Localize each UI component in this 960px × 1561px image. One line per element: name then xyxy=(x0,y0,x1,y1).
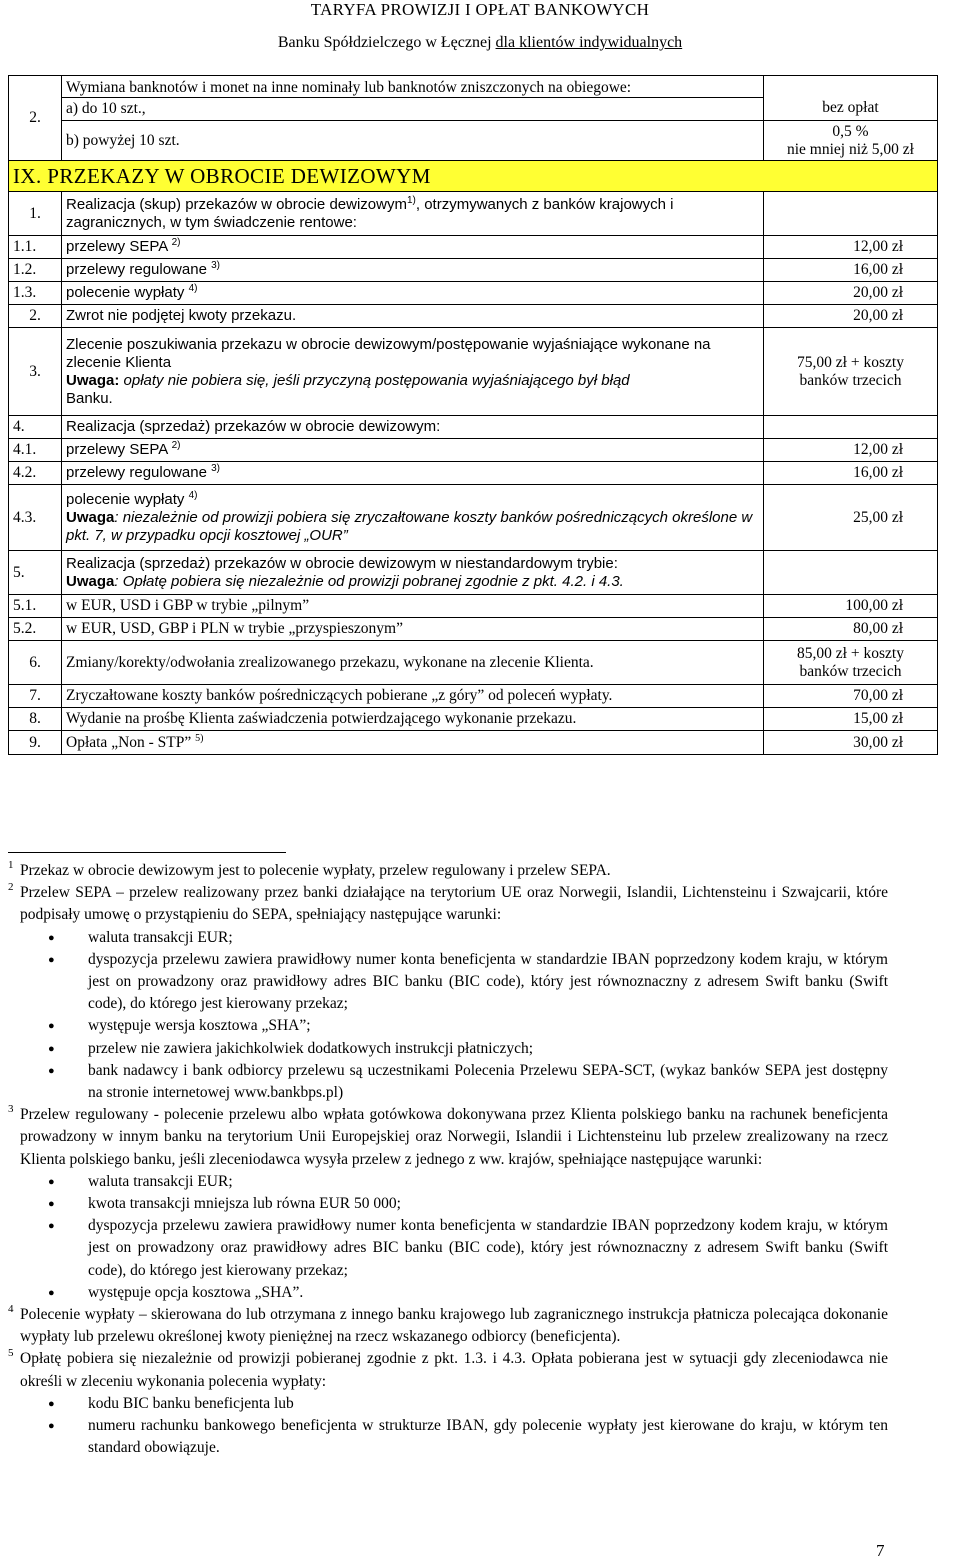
list-item: ● dyspozycja przelewu zawiera prawidłowy numer konta beneficjenta w standardzie IBAN poprzedzony kodem kraju, w którym jest on prowadzony oraz prawidłowy adres BIC banku (BIC code), który jest równoznaczny z adresem Swift banku (Swift code), do którego jest kierowany przekaz; xyxy=(88,949,888,1016)
note-text: Banku. xyxy=(66,389,113,407)
fee-amount: banków trzecich xyxy=(799,662,902,680)
row-fee: 20,00 zł xyxy=(764,282,938,305)
row-fee: 30,00 zł xyxy=(764,731,938,755)
list-item: ● występuje opcja kosztowa „SHA”. xyxy=(88,1282,888,1304)
row-description xyxy=(62,192,764,236)
row-description xyxy=(62,551,764,595)
list-item: ● występuje wersja kosztowa „SHA”; xyxy=(88,1015,888,1037)
row-fee xyxy=(764,328,938,416)
row-description: Zmiany/korekty/odwołania zrealizowanego przekazu, wykonane na zlecenie Klienta. xyxy=(62,641,764,685)
subtitle-clients: dla klientów indywidualnych xyxy=(495,34,683,51)
row-number: 1.2. xyxy=(9,259,62,282)
row-description: Realizacja (sprzedaż) przekazów w obrocie dewizowym: xyxy=(62,416,764,439)
subtitle-bank: Banku Spółdzielczego w Łęcznej xyxy=(277,34,496,51)
table-row xyxy=(9,708,938,731)
footnote-ref: 2) xyxy=(171,237,181,248)
row-fee: 16,00 zł xyxy=(764,259,938,282)
table-row xyxy=(9,551,938,595)
footnote-list xyxy=(20,1171,888,1304)
footnote-1 xyxy=(8,860,888,882)
desc-text: przelewy SEPA xyxy=(66,441,168,458)
table-row xyxy=(9,439,938,462)
footnote-text: Polecenie wypłaty – skierowana do lub otrzymana z innego banku krajowego lub zagranicznego instrukcja płatnicza polecająca dokonanie wypłaty lub przelewu określonej kwoty pieniężnej na rzecz wskazanego odbiorcy (beneficjenta). xyxy=(20,1306,888,1346)
row-fee xyxy=(764,416,938,439)
row-fee: 12,00 zł xyxy=(764,236,938,259)
row-fee xyxy=(764,99,938,161)
footnote-divider xyxy=(8,852,286,853)
footnote-ref: 4) xyxy=(188,283,198,294)
table-row xyxy=(9,595,938,618)
footnote-ref: 2) xyxy=(171,440,181,451)
note-label: Uwaga xyxy=(66,572,115,590)
table-row xyxy=(9,282,938,305)
note-label: Uwaga: xyxy=(66,371,120,389)
fee-amount: 75,00 zł + koszty xyxy=(797,353,904,371)
row-description: w EUR, USD, GBP i PLN w trybie „przyspieszonym” xyxy=(62,618,764,641)
row-fee: 12,00 zł xyxy=(764,439,938,462)
document-title: TARYFA PROWIZJI I OPŁAT BANKOWYCH xyxy=(310,0,650,19)
row-description xyxy=(62,259,764,282)
page-number: 7 xyxy=(876,1541,885,1560)
row-fee: 80,00 zł xyxy=(764,618,938,641)
fee-amount: banków trzecich xyxy=(799,371,902,389)
footnote-4 xyxy=(8,1304,888,1348)
footnote-ref: 5) xyxy=(195,732,204,744)
row-number: 3. xyxy=(9,328,62,416)
desc-text: Zlecenie poszukiwania przekazu w obrocie dewizowym/postępowanie wyjaśniające wykonane na zlecenie Klienta xyxy=(66,335,711,371)
row-number: 9. xyxy=(9,731,62,755)
section-title: IX. PRZEKAZY W OBROCIE DEWIZOWYM xyxy=(9,161,938,192)
list-item: ● dyspozycja przelewu zawiera prawidłowy numer konta beneficjenta w standardzie IBAN poprzedzony kodem kraju, w którym jest on prowadzony oraz prawidłowy adres BIC banku (BIC code), który jest równoznaczny z adresem Swift banku (Swift code), do którego jest kierowany przekaz; xyxy=(88,1215,888,1282)
footnote-number: 1 xyxy=(8,859,14,871)
table-row xyxy=(9,462,938,485)
row-option-a: a) do 10 szt., xyxy=(62,98,764,121)
row-number: 1. xyxy=(9,192,62,236)
row-description xyxy=(62,328,764,416)
table-row xyxy=(9,259,938,282)
section-header xyxy=(9,161,938,192)
footnote-ref: 1) xyxy=(406,194,416,206)
row-number: 5.2. xyxy=(9,618,62,641)
list-item: ● kodu BIC banku beneficjenta lub xyxy=(88,1393,888,1415)
desc-text: Realizacja (skup) przekazów w obrocie dewizowym xyxy=(66,195,407,213)
table-row xyxy=(9,618,938,641)
row-fee xyxy=(764,551,938,595)
desc-text: przelewy regulowane xyxy=(66,261,207,278)
desc-text: przelewy SEPA xyxy=(66,238,168,255)
row-fee: 70,00 zł xyxy=(764,685,938,708)
row-number: 2. xyxy=(9,76,62,161)
table-row xyxy=(9,192,938,236)
row-number: 5. xyxy=(9,551,62,595)
footnote-number: 2 xyxy=(8,881,14,894)
note-text: : Opłatę pobiera się niezależnie od prowizji pobranej zgodnie z pkt. 4.2. i 4.3. xyxy=(114,572,624,590)
row-description: Zwrot nie podjętej kwoty przekazu. xyxy=(62,305,764,328)
row-fee: 25,00 zł xyxy=(764,485,938,551)
footnote-ref: 3) xyxy=(211,260,220,271)
document-subtitle xyxy=(0,34,960,52)
footnotes xyxy=(8,860,888,1459)
list-item: ● waluta transakcji EUR; xyxy=(88,927,888,949)
desc-text: przelewy regulowane xyxy=(66,464,207,481)
footnote-number: 4 xyxy=(8,1303,14,1316)
row-option-b: b) powyżej 10 szt. xyxy=(62,121,764,161)
row-description xyxy=(62,462,764,485)
list-item: ● bank nadawcy i bank odbiorcy przelewu są uczestnikami Polecenia Przelewu SEPA-SCT, (wykaz banków SEPA jest dostępny na stronie internetowej www.bankbps.pl) xyxy=(88,1060,888,1104)
footnote-text: Przelew regulowany - polecenie przelewu albo wpłata gotówkowa dokonywana przez Klienta polskiego banku na rachunek beneficjenta prowadzony w innym banku na terytorium Unii Europejskiej oraz Norwegii, Islandii i Lichtensteinu lub przelew zrealizowany na rzecz Klienta polskiego banku, jeśli zleceniodawca wysyła przelew z jednego z ww. krajów, spełniające następujące warunki: xyxy=(20,1106,888,1168)
footnote-ref: 3) xyxy=(211,463,220,474)
row-fee xyxy=(764,192,938,236)
fee-percent: 0,5 % xyxy=(832,122,869,140)
table-row xyxy=(9,236,938,259)
row-number: 2. xyxy=(9,305,62,328)
footnote-list xyxy=(20,1393,888,1460)
fee-free: bez opłat xyxy=(822,99,879,116)
row-fee: 16,00 zł xyxy=(764,462,938,485)
row-number: 7. xyxy=(9,685,62,708)
table-row xyxy=(9,416,938,439)
row-fee: 100,00 zł xyxy=(764,595,938,618)
footnote-text: Opłatę pobiera się niezależnie od prowizji pobieranej zgodnie z pkt. 1.3. i 4.3. Opłata pobierana jest w sytuacji gdy zleceniodawca nie określi w zleceniu wykonania polecenia wypłaty: xyxy=(20,1350,888,1390)
table-row xyxy=(9,641,938,685)
row-description: Wydanie na prośbę Klienta zaświadczenia potwierdzającego wykonanie przekazu. xyxy=(62,708,764,731)
footnote-list xyxy=(20,927,888,1105)
desc-text: polecenie wypłaty xyxy=(66,284,185,301)
table-row xyxy=(9,76,938,98)
row-description xyxy=(62,282,764,305)
row-number: 5.1. xyxy=(9,595,62,618)
note-text: : niezależnie od prowizji pobiera się zryczałtowane koszty banków pośredniczących określone w pkt. 7, w przypadku opcji kosztowej „OUR” xyxy=(66,508,753,544)
row-number: 6. xyxy=(9,641,62,685)
row-description xyxy=(62,439,764,462)
table-row xyxy=(9,305,938,328)
list-item: ● kwota transakcji mniejsza lub równa EUR 50 000; xyxy=(88,1193,888,1215)
row-number: 4. xyxy=(9,416,62,439)
row-description: w EUR, USD i GBP w trybie „pilnym” xyxy=(62,595,764,618)
row-number: 8. xyxy=(9,708,62,731)
row-description xyxy=(62,485,764,551)
footnote-text: Przekaz w obrocie dewizowym jest to polecenie wypłaty, przelew regulowany i przelew SEPA. xyxy=(20,862,611,879)
row-number: 1.1. xyxy=(9,236,62,259)
list-item: ● przelew nie zawiera jakichkolwiek dodatkowych instrukcji płatniczych; xyxy=(88,1038,888,1060)
footnote-number: 3 xyxy=(8,1103,14,1116)
row-fee: 20,00 zł xyxy=(764,305,938,328)
table-row xyxy=(9,121,938,161)
fee-minimum: nie mniej niż 5,00 zł xyxy=(787,140,914,158)
table-row xyxy=(9,731,938,755)
row-number: 4.1. xyxy=(9,439,62,462)
row-description: Wymiana banknotów i monet na inne nominały lub banknotów zniszczonych na obiegowe: xyxy=(62,76,764,98)
row-description xyxy=(62,236,764,259)
footnote-3 xyxy=(8,1104,888,1304)
footnote-number: 5 xyxy=(8,1347,14,1360)
footnote-5 xyxy=(8,1348,888,1459)
note-label: Uwaga xyxy=(66,508,115,526)
table-row xyxy=(9,685,938,708)
row-description: Zryczałtowane koszty banków pośredniczących pobierane „z góry” od poleceń wypłaty. xyxy=(62,685,764,708)
footnote-text: Przelew SEPA – przelew realizowany przez banki działające na terytorium UE oraz Norwegii, Islandii, Lichtensteinu i Szwajcarii, które podpisały umowę o przystąpieniu do SEPA, spełniający następujące warunki: xyxy=(20,884,888,924)
table-row xyxy=(9,328,938,416)
list-item: ● numeru rachunku bankowego beneficjenta w strukturze IBAN, gdy polecenie wypłaty jest kierowane do kraju, w którym ten standard obowiązuje. xyxy=(88,1415,888,1459)
desc-text: Opłata „Non - STP” xyxy=(66,733,192,751)
row-number: 4.2. xyxy=(9,462,62,485)
list-item: ● waluta transakcji EUR; xyxy=(88,1171,888,1193)
desc-text: polecenie wypłaty xyxy=(66,490,185,508)
row-number: 1.3. xyxy=(9,282,62,305)
row-number: 4.3. xyxy=(9,485,62,551)
row-description xyxy=(62,731,764,755)
row-fee: 15,00 zł xyxy=(764,708,938,731)
fee-amount: 85,00 zł + koszty xyxy=(797,644,904,662)
footnote-2 xyxy=(8,882,888,1104)
fee-table xyxy=(8,75,938,755)
desc-text: , otrzymywanych z banków krajowych i zagranicznych, w tym świadczenie rentowe: xyxy=(66,195,674,231)
note-text: opłaty nie pobiera się, jeśli przyczyną postępowania wyjaśniającego był błąd xyxy=(119,371,630,389)
table-row xyxy=(9,485,938,551)
row-fee xyxy=(764,641,938,685)
desc-text: Realizacja (sprzedaż) przekazów w obrocie dewizowym w niestandardowym trybie: xyxy=(66,554,618,572)
footnote-ref: 4) xyxy=(188,489,198,501)
